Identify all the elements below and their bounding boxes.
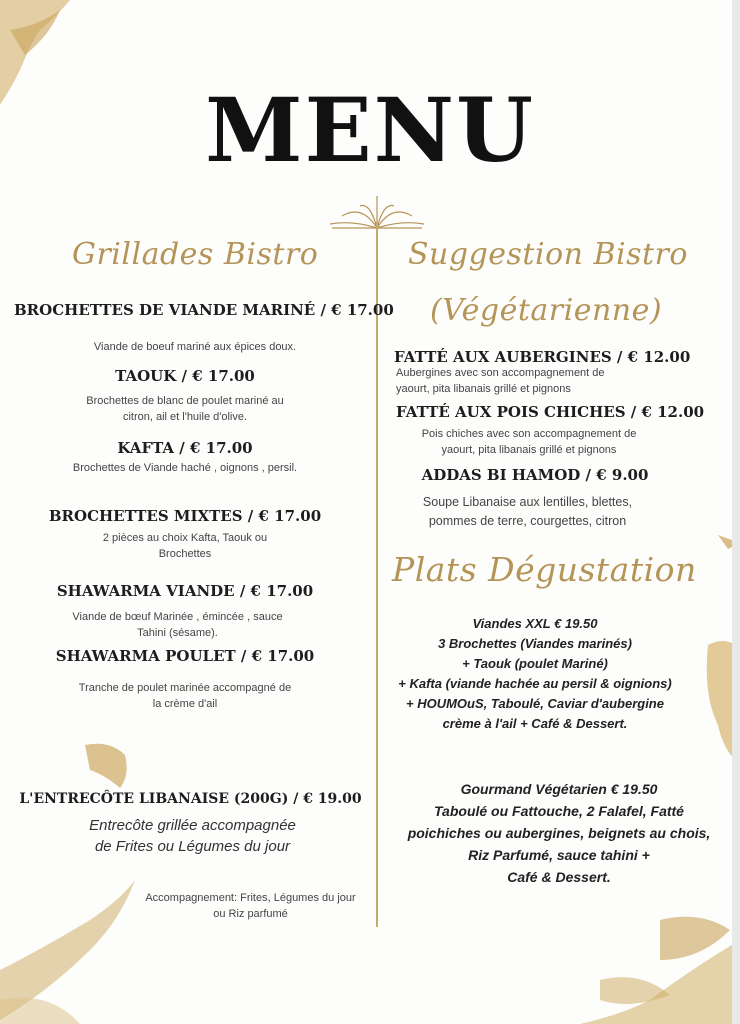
accompaniment-note: Accompagnement: Frites, Légumes du jour ou Riz parfumé <box>145 892 356 920</box>
menu-item-desc: Brochettes de Viande haché , oignons , persil. <box>72 462 298 474</box>
gold-foil-bottom-left-decoration <box>0 880 140 1024</box>
gourmand-vegetarien-offer: Gourmand Végétarien € 19.50 Taboulé ou Fattouche, 2 Falafel, Fatté poichiches ou aubergines, beignets au chois, Riz Parfumé, sauce tahini + Café & Dessert. <box>407 781 711 885</box>
gold-foil-bottom-right-decoration <box>540 900 740 1024</box>
menu-item-desc: Aubergines avec son accompagnement de yaourt, pita libanais grillé et pignons <box>396 367 605 395</box>
menu-item-desc: Pois chiches avec son accompagnement de yaourt, pita libanais grillé et pignons <box>421 428 637 456</box>
menu-item-kafta: KAFTA / € 17.00 <box>117 439 253 457</box>
menu-item-addas-bi-hamod: ADDAS BI HAMOD / € 9.00 <box>421 466 649 484</box>
menu-item-fatte-pois-chiches: FATTÉ AUX POIS CHICHES / € 12.00 <box>396 403 705 421</box>
column-divider <box>376 222 378 927</box>
menu-item-desc: Entrecôte grillée accompagnée de Frites ou Légumes du jour <box>89 817 296 855</box>
tasting-heading: Plats Dégustation <box>392 550 697 589</box>
menu-item-brochettes-viande: BROCHETTES DE VIANDE MARINÉ / € 17.00 <box>14 301 394 319</box>
menu-item-fatte-aubergines: FATTÉ AUX AUBERGINES / € 12.00 <box>394 348 691 366</box>
menu-item-brochettes-mixtes: BROCHETTES MIXTES / € 17.00 <box>48 507 322 525</box>
page-title: MENU <box>205 78 535 182</box>
suggestion-heading: Suggestion Bistro <box>408 237 688 272</box>
menu-item-desc: Soupe Libanaise aux lentilles, blettes, pommes de terre, courgettes, citron <box>422 495 633 528</box>
menu-item-entrecote: L'ENTRECÔTE LIBANAISE (200G) / € 19.00 <box>19 791 362 807</box>
menu-item-desc: Brochettes de blanc de poulet mariné au citron, ail et l'huile d'olive. <box>86 395 284 423</box>
menu-item-taouk: TAOUK / € 17.00 <box>115 367 255 385</box>
vegetarian-heading: (Végétarienne) <box>430 293 663 328</box>
gold-foil-middle-left-decoration <box>80 740 135 790</box>
menu-item-desc: Viande de boeuf mariné aux épices doux. <box>93 341 297 353</box>
menu-item-shawarma-viande: SHAWARMA VIANDE / € 17.00 <box>56 582 314 600</box>
grillades-heading: Grillades Bistro <box>72 237 319 272</box>
menu-item-desc: Viande de bœuf Marinée , émincée , sauce Tahini (sésame). <box>72 611 283 639</box>
menu-item-desc: Tranche de poulet marinée accompagné de la crème d'ail <box>78 682 292 710</box>
viandes-xxl-offer: Viandes XXL € 19.50 3 Brochettes (Viandes marinés) + Taouk (poulet Mariné) + Kafta (viande hachée au persil & oignions) + HOUMOuS, Taboulé, Caviar d'aubergine crème à l'ail + Café & Dessert. <box>398 616 672 731</box>
menu-item-desc: 2 pièces au choix Kafta, Taouk ou Brochettes <box>102 532 268 560</box>
menu-item-shawarma-poulet: SHAWARMA POULET / € 17.00 <box>55 647 315 665</box>
